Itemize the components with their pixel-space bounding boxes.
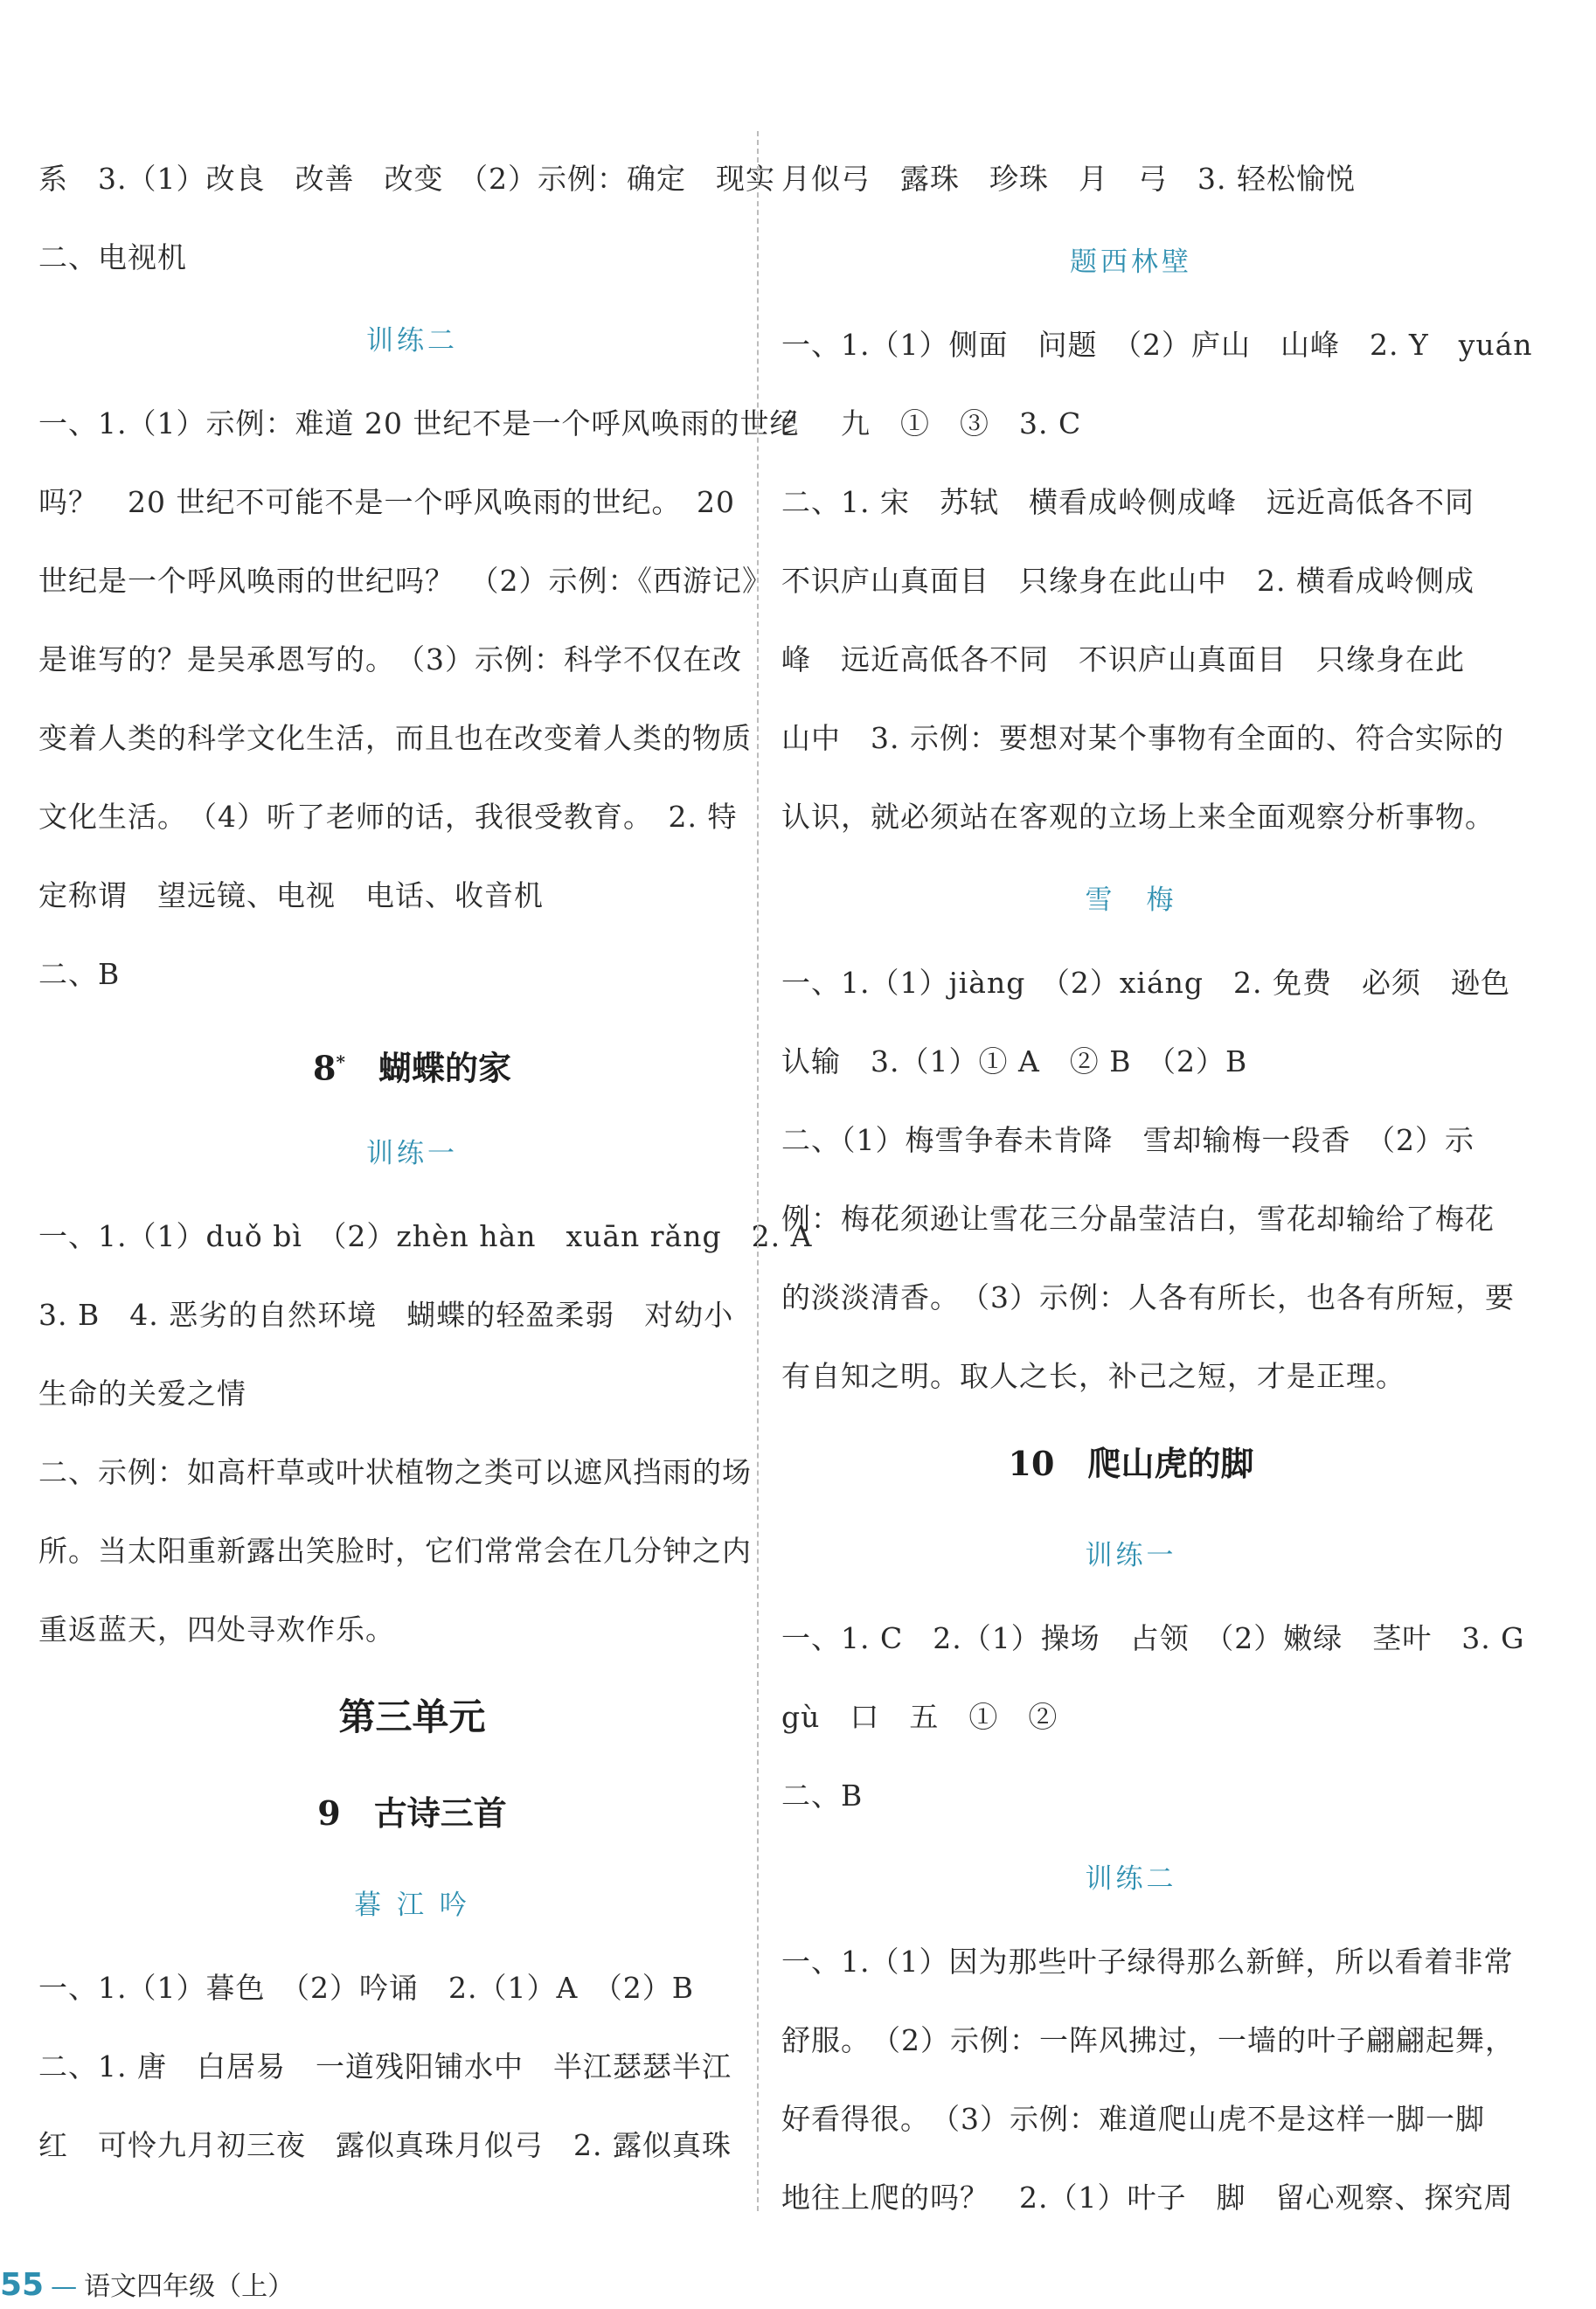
text-line: 一、1. C 2.（1）操场 占领 （2）嫩绿 茎叶 3. G bbox=[781, 1621, 1525, 1655]
text-line: 峰 远近高低各不同 不识庐山真面目 只缘身在此 bbox=[781, 642, 1465, 676]
text-line: 文化生活。 （4）听了老师的话，我很受教育。 2. 特 bbox=[38, 800, 738, 834]
text-line: 系 3.（1）改良 改善 改变 （2）示例：确定 现实 bbox=[38, 162, 775, 196]
exercise-heading: 训练一 bbox=[1085, 1540, 1177, 1571]
text-line: 是谁写的？是吴承恩写的。 （3）示例：科学不仅在改 bbox=[38, 642, 742, 676]
footer-dash: — bbox=[51, 2271, 78, 2302]
lesson-name: 蝴蝶的家 bbox=[378, 1048, 511, 1088]
text-line: 例：梅花须逊让雪花三分晶莹洁白，雪花却输给了梅花 bbox=[781, 1202, 1495, 1236]
text-line: 一、1.（1）暮色 （2）吟诵 2.（1）A （2）B bbox=[38, 1971, 695, 2005]
text-line: 二、电视机 bbox=[38, 240, 187, 274]
lesson-number: 9 bbox=[317, 1793, 341, 1833]
text-line: 吗？ 20 世纪不可能不是一个呼风唤雨的世纪。 20 bbox=[38, 485, 735, 519]
lesson-name: 古诗三首 bbox=[373, 1793, 507, 1833]
text-line: 不识庐山真面目 只缘身在此山中 2. 横看成岭侧成 bbox=[781, 564, 1475, 598]
exercise-heading: 训练一 bbox=[366, 1138, 458, 1169]
text-line: 二、1. 唐 白居易 一道残阳铺水中 半江瑟瑟半江 bbox=[38, 2049, 732, 2084]
text-line: 一、1.（1）因为那些叶子绿得那么新鲜，所以看着非常 bbox=[781, 1945, 1514, 1979]
lesson-number: 10 bbox=[1008, 1444, 1055, 1483]
text-line: 好看得很。 （3）示例：难道爬山虎不是这样一脚一脚 bbox=[781, 2102, 1485, 2136]
text-line: 认识，就必须站在客观的立场上来全面观察分析事物。 bbox=[781, 800, 1495, 834]
lesson-title bbox=[38, 1765, 786, 1862]
text-line: 3. B 4. 恶劣的自然环境 蝴蝶的轻盈柔弱 对幼小 bbox=[38, 1298, 734, 1332]
text-line: 二、（1）梅雪争春未肯降 雪却输梅一段香 （2）示 bbox=[781, 1123, 1475, 1157]
book-title: 语文四年级（上） bbox=[84, 2271, 295, 2302]
unit-title: 第三单元 bbox=[338, 1695, 486, 1738]
text-line: 纟 九 ① ③ 3. C bbox=[781, 406, 1082, 440]
text-line: 所。当太阳重新露出笑脸时，它们常常会在几分钟之内 bbox=[38, 1534, 752, 1568]
page-footer bbox=[0, 2264, 612, 2307]
text-line: 一、1.（1）示例：难道 20 世纪不是一个呼风唤雨的世纪 bbox=[38, 406, 800, 440]
text-line: 一、1.（1）侧面 问题 （2）庐山 山峰 2. Y yuán bbox=[781, 328, 1533, 362]
exercise-heading: 训练二 bbox=[1085, 1863, 1177, 1895]
text-line: 变着人类的科学文化生活，而且也在改变着人类的物质 bbox=[38, 721, 752, 755]
text-line: 生命的关爱之情 bbox=[38, 1376, 246, 1411]
text-line: 二、B bbox=[781, 1779, 864, 1813]
text-line: 有自知之明。取人之长，补己之短，才是正理。 bbox=[781, 1359, 1405, 1393]
lesson-title bbox=[38, 1014, 786, 1110]
optional-star: * bbox=[336, 1051, 345, 1072]
lesson-title bbox=[781, 1416, 1481, 1512]
text-line: 一、1.（1）jiàng （2）xiáng 2. 免费 必须 逊色 bbox=[781, 966, 1511, 1000]
left-column bbox=[38, 140, 813, 2185]
poem-heading: 题西林壁 bbox=[1070, 246, 1192, 278]
exercise-heading: 训练二 bbox=[366, 325, 458, 357]
column-divider bbox=[757, 131, 759, 2211]
text-line: 世纪是一个呼风唤雨的世纪吗？ （2）示例：《西游记》 bbox=[38, 564, 772, 598]
text-line: 山中 3. 示例：要想对某个事物有全面的、符合实际的 bbox=[781, 721, 1504, 755]
text-line: 红 可怜九月初三夜 露似真珠月似弓 2. 露似真珠 bbox=[38, 2128, 732, 2162]
text-line: 二、1. 宋 苏轼 横看成岭侧成峰 远近高低各不同 bbox=[781, 485, 1475, 519]
lesson-number: 8 bbox=[313, 1048, 337, 1088]
poem-heading: 雪 梅 bbox=[1085, 884, 1177, 916]
text-line: 的淡淡清香。 （3）示例：人各有所长，也各有所短，要 bbox=[781, 1280, 1515, 1314]
right-column bbox=[781, 140, 1533, 2237]
text-line: 一、1.（1）duǒ bì （2）zhèn hàn xuān rǎng 2. A bbox=[38, 1219, 813, 1253]
text-line: gù 口 五 ① ② bbox=[781, 1700, 1058, 1734]
text-line: 舒服。 （2）示例：一阵风拂过，一墙的叶子翩翩起舞， bbox=[781, 2023, 1515, 2057]
text-line: 二、示例：如高杆草或叶状植物之类可以遮风挡雨的场 bbox=[38, 1455, 752, 1489]
page-number: 55 bbox=[0, 2267, 45, 2303]
text-line: 定称谓 望远镜、电视 电话、收音机 bbox=[38, 878, 544, 912]
text-line: 认输 3.（1）① A ② B （2）B bbox=[781, 1044, 1248, 1078]
lesson-name: 爬山虎的脚 bbox=[1087, 1444, 1254, 1483]
text-line: 地往上爬的吗？ 2.（1）叶子 脚 留心观察、探究周 bbox=[781, 2181, 1514, 2215]
poem-heading: 暮 江 吟 bbox=[354, 1889, 470, 1921]
text-line: 二、B bbox=[38, 957, 121, 991]
text-line: 重返蓝天，四处寻欢作乐。 bbox=[38, 1612, 395, 1647]
text-line: 月似弓 露珠 珍珠 月 弓 3. 轻松愉悦 bbox=[781, 162, 1356, 196]
